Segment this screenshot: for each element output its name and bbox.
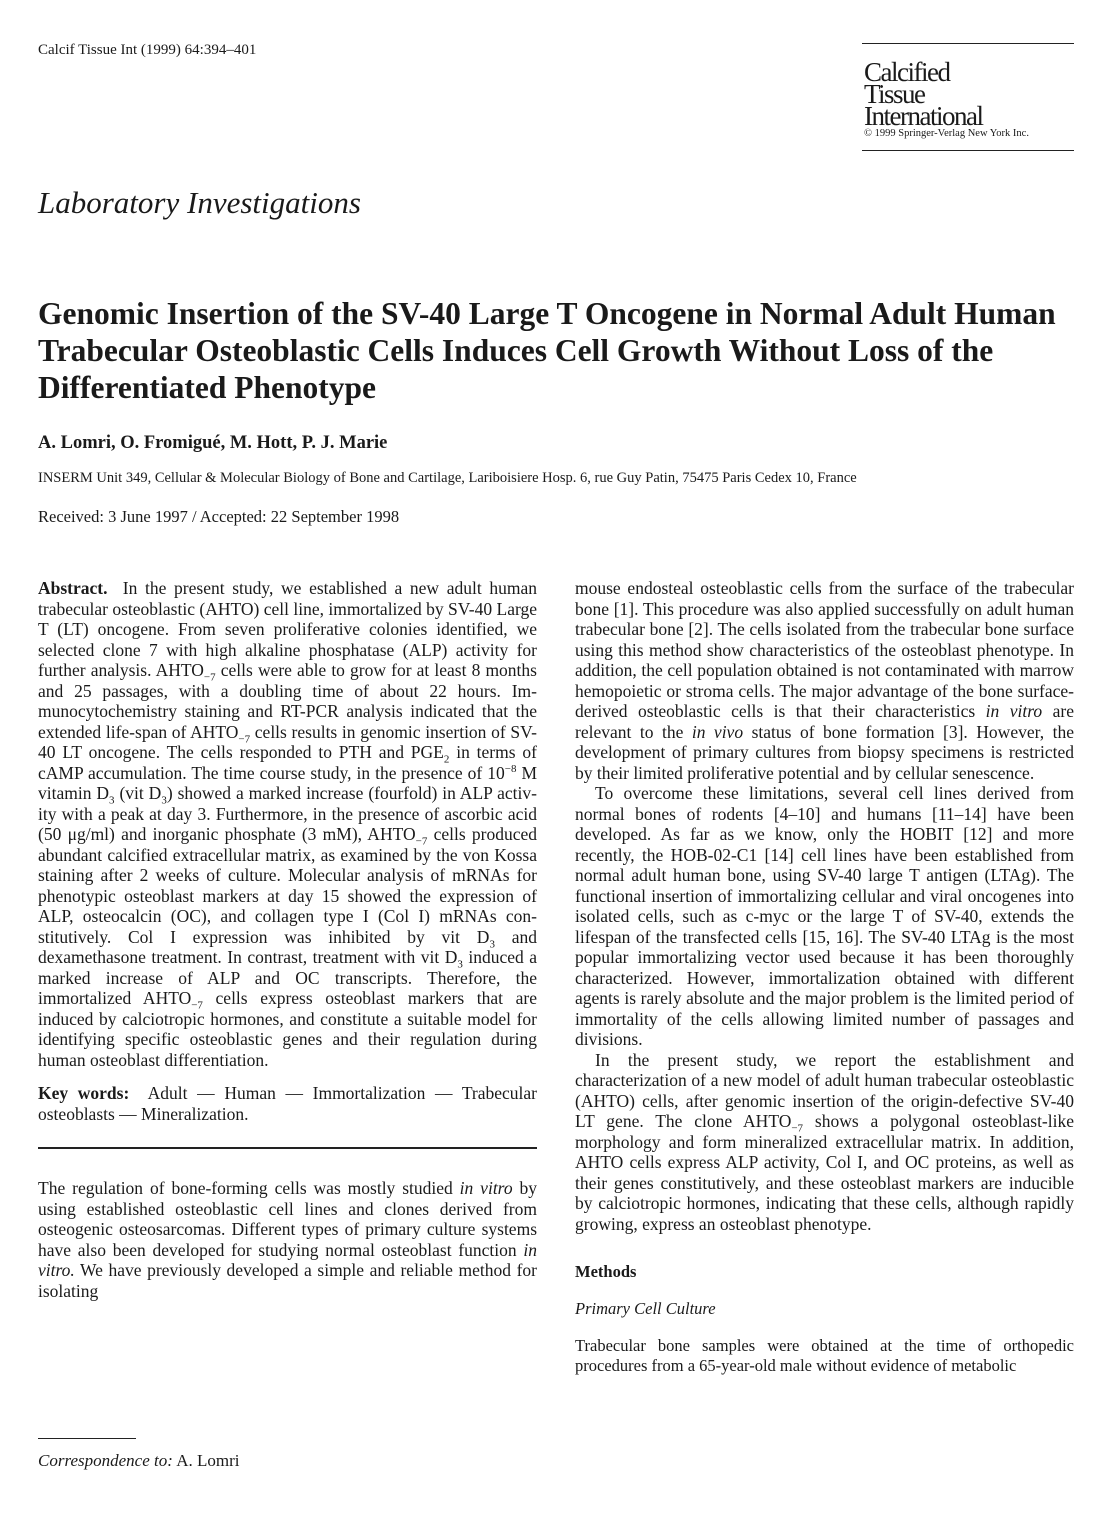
journal-citation: Calcif Tissue Int (1999) 64:394–401 (38, 42, 257, 58)
right-column (575, 578, 1074, 1375)
journal-logo-line-2: Tissue (864, 79, 925, 109)
abstract-text: and dexamethasone treatment. In contrast, treatment with vit D (38, 926, 537, 967)
body-text: The regulation of bone-forming cells was mostly studied (38, 1178, 460, 1198)
subscript: 3 (489, 938, 495, 950)
subscript: −7 (238, 733, 251, 745)
abstract-text: cells were able to grow for at least 8 months and 25 passages, with a doubling time of about 22 hours. Immunocytochemistry staining and RT-PCR analysis indicated that the extended life-span of AHTO (38, 660, 537, 742)
article-title: Genomic Insertion of the SV-40 Large T Oncogene in Normal Adult Human Trabecular Osteoblastic Cells Induces Cell Growth Without Loss of the Differentiated Phenotype (38, 296, 1056, 405)
copyright-notice: © 1999 Springer-Verlag New York Inc. (864, 128, 1029, 139)
primary-cell-culture-subheading: Primary Cell Culture (575, 1298, 716, 1318)
body-text: We have previously developed a simple and reliable method for isolating (38, 1260, 537, 1301)
subscript: −7 (415, 835, 428, 848)
abstract-text: in terms of cAMP accumulation. The time course study, in the presence of 10 (38, 742, 537, 783)
abstract-text: In the present study, we established a new adult human trabecular osteoblastic (AHTO) cell line, immortalized by SV-40 Large T (LT) oncogene. From seven proliferative colonies identified, we selected clone 7 with high alkaline phosphatase (ALP) activity for further analysis. AHTO (38, 578, 537, 680)
subscript: 2 (443, 753, 450, 766)
subscript: 3 (109, 794, 115, 807)
subscript: −7 (791, 1122, 804, 1135)
abstract-text: cells express osteoblast markers that are induced by calciotropic hormones, and constitute a suitable model for identifying specific osteoblastic genes and their regulation during human osteoblast differentiation. (38, 988, 537, 1070)
correspondence-name: A. Lomri (176, 1451, 240, 1470)
methods-heading: Methods (575, 1262, 637, 1281)
body-text: are relevant to the (575, 701, 1075, 742)
intro-paragraph (38, 1178, 537, 1301)
author-list: A. Lomri, O. Fromigué, M. Hott, P. J. Marie (38, 433, 388, 453)
body-paragraph-1 (575, 578, 1074, 783)
abstract-text: induced a marked increase of ALP and OC transcripts. Therefore, the immortalized AHTO (38, 947, 537, 1008)
abstract-text: M vitamin D (38, 762, 538, 803)
body-text: by using established osteoblastic cell lines and clones derived from osteogenic osteosarcomas. Different types of primary culture systems have also been developed for studying normal osteoblast function (38, 1178, 537, 1260)
abstract (38, 578, 537, 1070)
superscript: −8 (504, 762, 517, 775)
keywords-text: Adult — Human — Immortalization — Trabecular osteoblasts — Mineralization. (38, 1083, 538, 1124)
subscript: −7 (191, 999, 203, 1012)
journal-logo-line-1: Calcified (864, 57, 950, 87)
keywords-label: Key words: (38, 1083, 130, 1103)
footnote-rule (38, 1438, 136, 1439)
journal-logo-line-3: International (864, 101, 983, 131)
body-paragraph-2: To overcome these limitations, several cell lines derived from normal bones of rodents [4–10] and humans [11–14] have been developed. As far as we know, only the HOBIT [12] and more recently, the HOB-02-C1 [14] cell lines have been established from normal adult human bone, using SV-40 large T antigen (LTAg). The functional insertion of immortalizing cellular and viral oncogenes into isolated cells, such as c-myc or the large T of SV-40, extends the lifespan of the transfected cells [15, 16]. The SV-40 LTAg is the most popular immortalizing vector used because it has been thoroughly characterized. However, immortalization obtained with different agents is rarely absolute and the major problem is the limited period of immortality of the cells allowing limited number of passages and divisions. (575, 783, 1074, 1049)
body-text: status of bone formation [3]. However, the development of primary cultures from biopsy specimens is restricted by their limited proliferative potential and by cellular senescence. (575, 721, 1074, 783)
subscript: 3 (457, 958, 463, 971)
correspondence-label: Correspondence to: (38, 1451, 173, 1470)
body-text: shows a polygonal osteoblast-like morphology and form mineralized extracellular matrix. In addition, AHTO cells express ALP activity, Col I, and OC proteins, as well as their genes constitutively, and these osteoblast markers are inducible by calciotropic hormones, indicating that these cells, although rapidly growing, express an osteoblast phenotype. (575, 1111, 1074, 1234)
left-column (38, 578, 537, 1301)
abstract-text: (vit D (114, 783, 162, 803)
italic-text: in vitro (985, 701, 1043, 721)
abstract-text: cells results in genomic insertion of SV-40 LT oncogene. The cells responded to PTH and PGE (38, 721, 537, 762)
keywords (38, 1083, 537, 1124)
body-text: In the present study, we report the establishment and characterization of a new model of adult human trabecular osteoblastic (AHTO) cells, after genomic insertion of the origin-defective SV-40 LT gene. The clone AHTO (575, 1049, 1074, 1131)
italic-text: in vitro (459, 1178, 513, 1198)
journal-logo-box (862, 43, 1074, 151)
abstract-text: ) showed a marked increase (fourfold) in ALP activity with a peak at day 3. Furthermore, in the presence of ascorbic acid (50 μg/ml) and inorganic phosphate (3 mM), AHTO (38, 783, 537, 844)
section-label: Laboratory Investigations (38, 185, 361, 220)
methods-paragraph: Trabecular bone samples were obtained at the time of orthopedic procedures from a 65-year-old male without evidence of metabolic (575, 1336, 1074, 1375)
affiliation: INSERM Unit 349, Cellular & Molecular Biology of Bone and Cartilage, Lariboisiere Hosp. 6, rue Guy Patin, 75475 Paris Cedex 10, France (38, 470, 857, 486)
subscript: 3 (161, 794, 167, 807)
italic-text: in vivo (691, 721, 744, 742)
abstract-divider (38, 1147, 537, 1149)
correspondence-footnote (38, 1451, 239, 1471)
italic-text: in vitro. (38, 1239, 537, 1280)
received-dates: Received: 3 June 1997 / Accepted: 22 September 1998 (38, 507, 400, 526)
abstract-text: cells produced abundant calcified extracellular matrix, as examined by the von Kossa staining after 2 weeks of culture. Molecular analysis of mRNAs for phenotypic osteoblast markers at day 15 showed the expression of ALP, osteocalcin (OC), and collagen type I (Col I) mRNAs constitutively. Col I expression was inhibited by vit D (38, 824, 537, 947)
body-paragraph-3 (575, 1050, 1074, 1235)
subscript: −7 (203, 671, 216, 684)
body-text: mouse endosteal osteoblastic cells from the surface of the trabecular bone [1]. This procedure was also applied successfully on adult human trabecular bone [2]. The cells isolated from the trabecular bone surface using this method show characteristics of the osteoblast phenotype. In addition, the cell population obtained is not contaminated with marrow hemopoietic or stroma cells. The major advantage of the bone surface-derived osteoblastic cells is that their characteristics (575, 578, 1074, 721)
abstract-label: Abstract. (38, 578, 108, 598)
